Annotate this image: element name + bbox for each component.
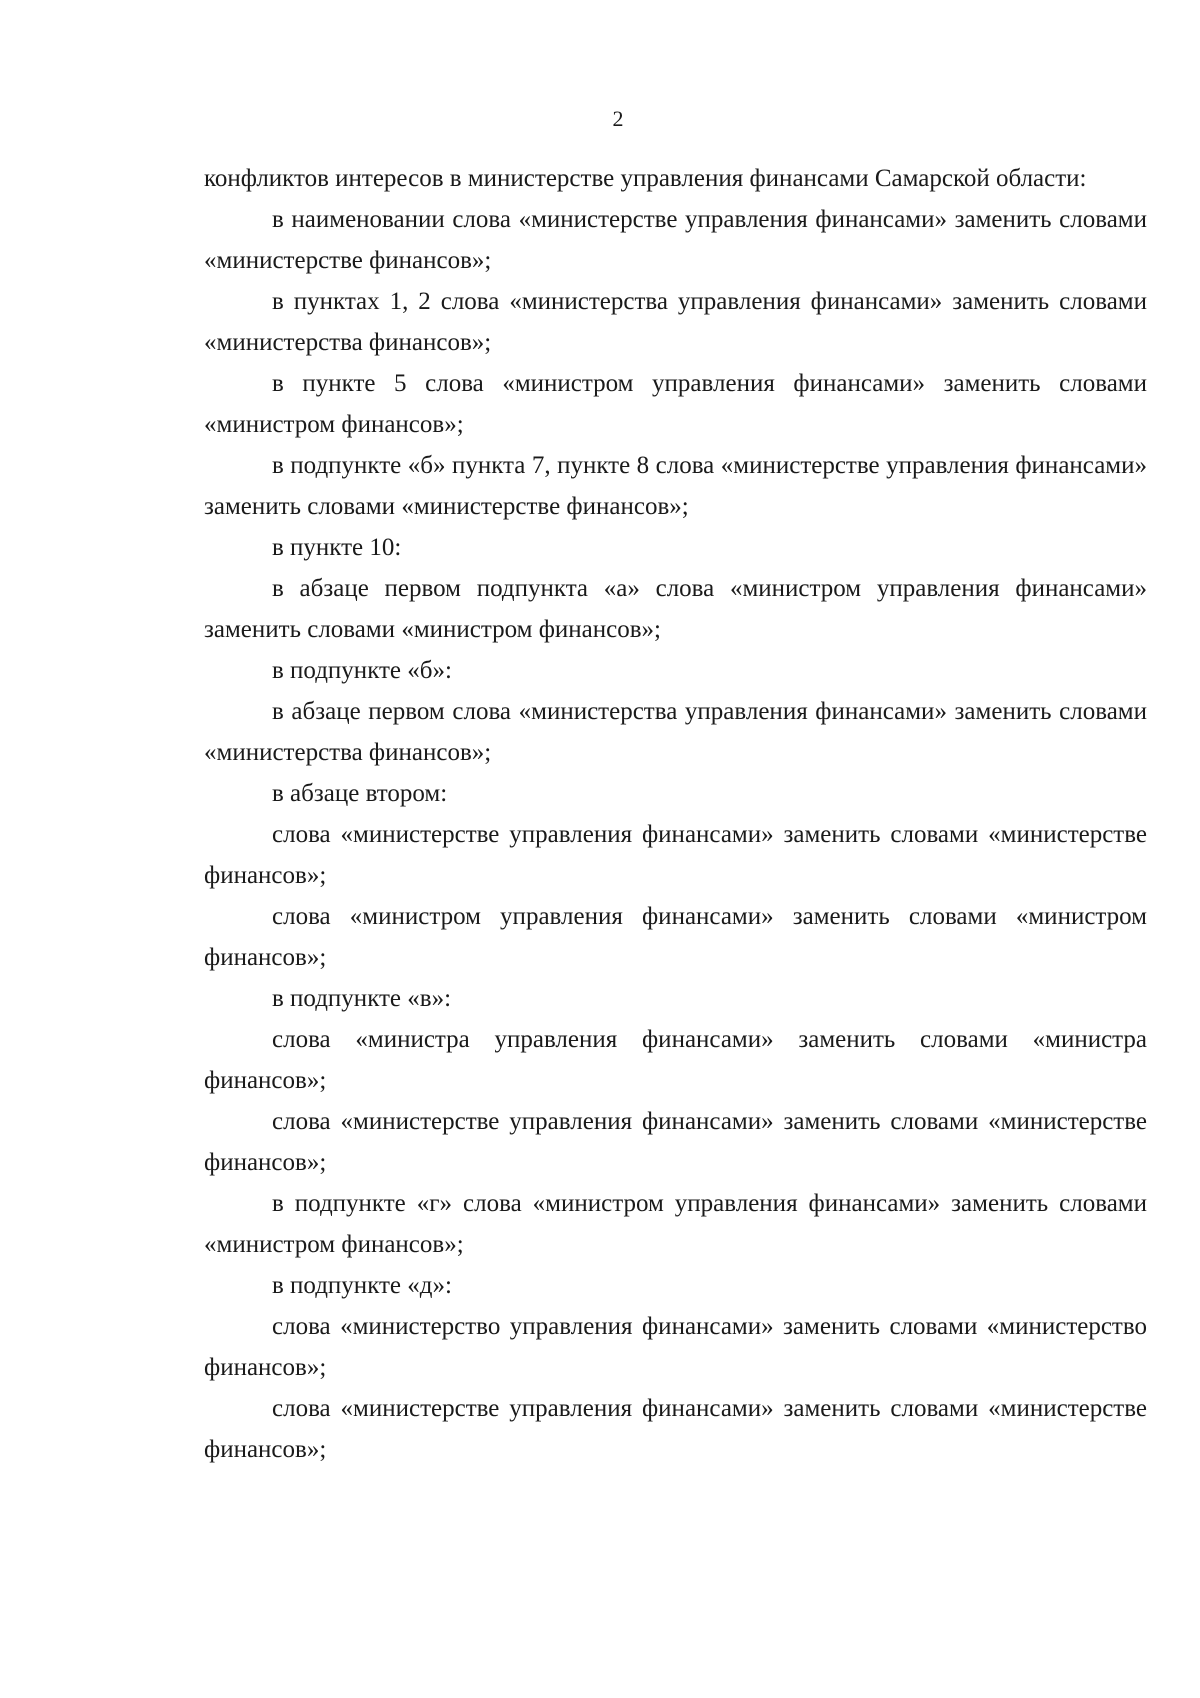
paragraph: слова «министерстве управления финансами» заменить словами «министерстве финансов»; <box>204 821 1147 889</box>
paragraph: в подпункте «б» пункта 7, пункте 8 слова «министерстве управления финансами» заменить словами «министерстве финансов»; <box>204 452 1147 520</box>
paragraph: в подпункте «г» слова «министром управления финансами» заменить словами «министром финансов»; <box>204 1190 1147 1258</box>
paragraph: в наименовании слова «министерстве управления финансами» заменить словами «министерстве финансов»; <box>204 206 1147 274</box>
paragraph: слова «министерстве управления финансами» заменить словами «министерстве финансов»; <box>204 1395 1147 1463</box>
paragraph: в пункте 10: <box>272 534 402 561</box>
paragraph: конфликтов интересов в министерстве управления финансами Самарской области: <box>204 165 1087 192</box>
paragraph: в пункте 5 слова «министром управления финансами» заменить словами «министром финансов»; <box>204 370 1147 438</box>
paragraph: слова «министерство управления финансами» заменить словами «министерство финансов»; <box>204 1313 1147 1381</box>
paragraph: слова «министерстве управления финансами» заменить словами «министерстве финансов»; <box>204 1108 1147 1176</box>
paragraph: в подпункте «б»: <box>272 657 452 684</box>
paragraph: слова «министром управления финансами» заменить словами «министром финансов»; <box>204 903 1147 971</box>
document-body <box>204 158 1147 1470</box>
paragraph: в абзаце втором: <box>272 780 448 807</box>
paragraph: в абзаце первом слова «министерства управления финансами» заменить словами «министерства финансов»; <box>204 698 1147 766</box>
paragraph: в абзаце первом подпункта «а» слова «министром управления финансами» заменить словами «министром финансов»; <box>204 575 1147 643</box>
page-number: 2 <box>612 106 624 131</box>
paragraph: слова «министра управления финансами» заменить словами «министра финансов»; <box>204 1026 1147 1094</box>
paragraph: в подпункте «д»: <box>272 1272 452 1299</box>
paragraph: в подпункте «в»: <box>272 985 452 1012</box>
paragraph: в пунктах 1, 2 слова «министерства управления финансами» заменить словами «министерства финансов»; <box>204 288 1147 356</box>
